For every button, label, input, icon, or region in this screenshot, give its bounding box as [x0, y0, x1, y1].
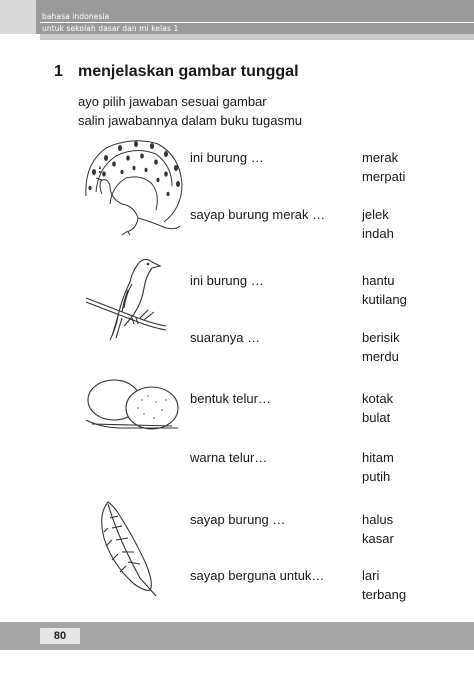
answer-option: putih: [362, 469, 391, 484]
answer-option: berisik: [362, 330, 400, 345]
answer-option: merdu: [362, 349, 399, 364]
page-number: 80: [53, 630, 67, 642]
answer-option: kotak: [362, 391, 394, 406]
eggs-illustration: [82, 374, 186, 434]
question-text: sayap berguna untuk…: [190, 568, 325, 583]
answer-option: jelek: [362, 207, 389, 222]
answer-option: merpati: [362, 169, 406, 184]
answer-option: terbang: [362, 587, 407, 602]
peacock-illustration: [76, 134, 188, 236]
question-text: bentuk telur…: [190, 391, 271, 406]
instruction-line: salin jawabannya dalam buku tugasmu: [78, 113, 303, 128]
page-header: [0, 0, 474, 44]
answer-option: merak: [362, 150, 399, 165]
header-underbar: [40, 34, 474, 40]
answer-option: hitam: [362, 450, 394, 465]
question-text: suaranya …: [190, 330, 261, 345]
question-text: sayap burung merak …: [190, 207, 326, 222]
answer-option: kasar: [362, 531, 394, 546]
answer-option: halus: [362, 512, 394, 527]
question-text: warna telur…: [190, 450, 268, 465]
question-text: sayap burung …: [190, 512, 286, 527]
header-divider: [40, 22, 474, 23]
bird-illustration: [82, 252, 172, 352]
question-text: ini burung …: [190, 273, 264, 288]
feather-illustration: [94, 498, 164, 598]
answer-option: hantu: [362, 273, 395, 288]
question-text: ini burung …: [190, 150, 264, 165]
answer-option: lari: [362, 568, 380, 583]
header-tab: [0, 0, 36, 34]
answer-option: kutilang: [362, 292, 407, 307]
book-title: bahasa indonesia: [42, 12, 110, 21]
book-subtitle: untuk sekolah dasar dan mi kelas 1: [42, 24, 179, 33]
section-number: 1: [54, 63, 63, 80]
answer-option: bulat: [362, 410, 391, 425]
section-title: menjelaskan gambar tunggal: [78, 63, 299, 80]
answer-option: indah: [362, 226, 394, 241]
instruction-line: ayo pilih jawaban sesuai gambar: [78, 94, 267, 109]
